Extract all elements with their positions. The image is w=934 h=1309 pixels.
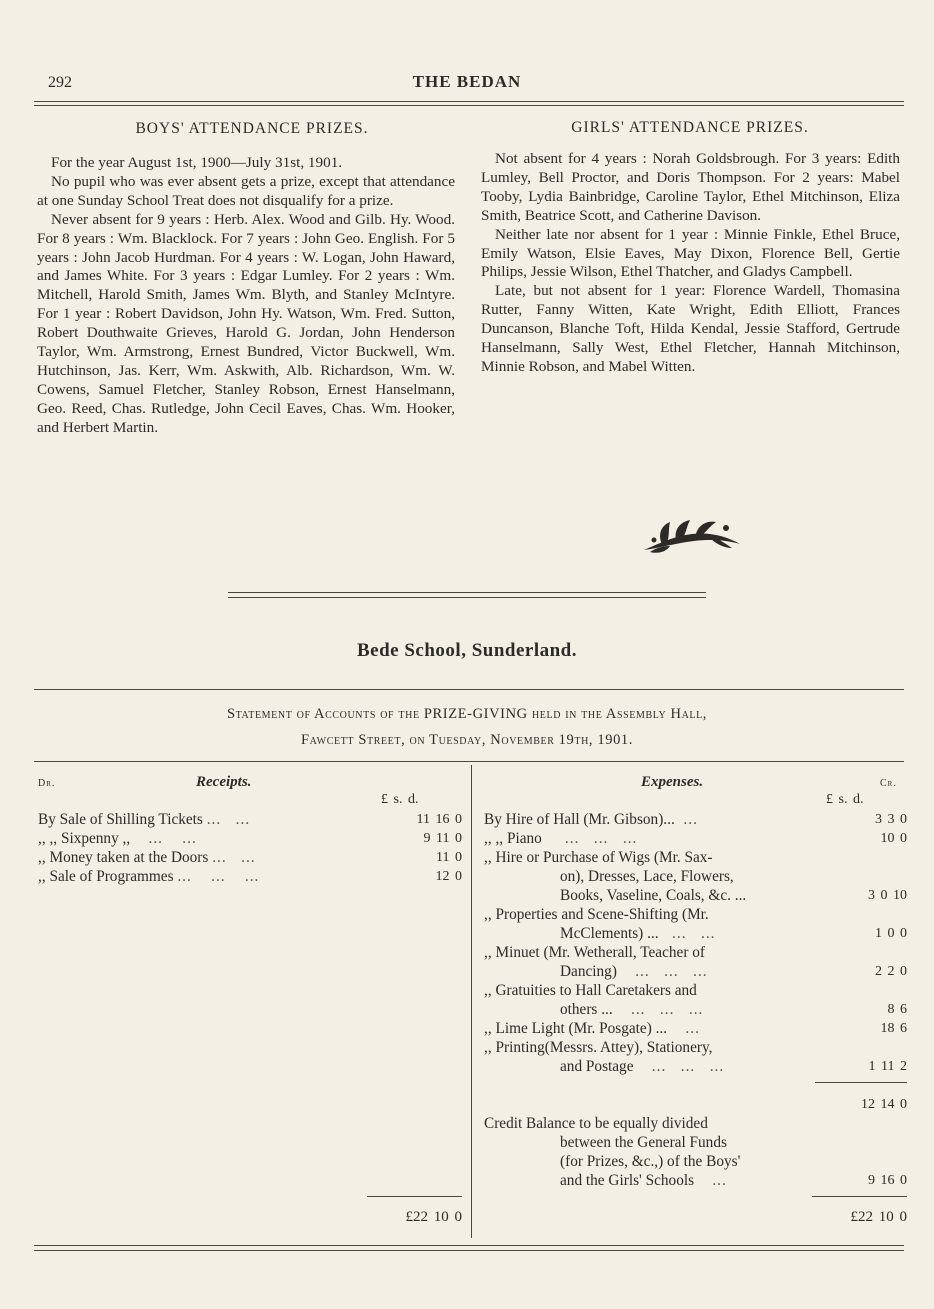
receipt-label: By Sale of Shilling Tickets (38, 811, 203, 828)
page-number: 292 (48, 74, 72, 91)
expenses-heading: Expenses. (641, 774, 704, 790)
girls-heading: GIRLS' ATTENDANCE PRIZES. (571, 119, 809, 136)
expense-text: ,, ,, Piano (484, 830, 542, 847)
expense-line: and Postage ... ... ... (560, 1058, 725, 1075)
leaf-ornament-icon (640, 514, 744, 556)
receipts-total: £22 10 0 (405, 1209, 462, 1225)
expense-amount: 8 6 (887, 1002, 907, 1017)
receipt-line: By Sale of Shilling Tickets ... ... (38, 811, 251, 828)
receipt-line: ,, ,, Sixpenny ,, ... ... (38, 830, 197, 847)
boys-paragraph-1: For the year August 1st, 1900—July 31st, 1901. (51, 154, 343, 171)
section-rule-bottom (228, 597, 706, 598)
expense-amount: 3 3 0 (875, 812, 907, 827)
balance-line: between the General Funds (560, 1134, 727, 1151)
balance-text: and the Girls' Schools (560, 1172, 695, 1189)
expense-text: and Postage (560, 1058, 634, 1075)
balance-line: Credit Balance to be equally divided (484, 1115, 708, 1132)
receipt-label: ,, Sale of Programmes (38, 868, 174, 885)
boys-paragraph-2: No pupil who was ever absent gets a prize, except that attendance at one Sunday School Treat does not disqualify for a prize. (37, 172, 455, 209)
section-rule-top (228, 592, 706, 593)
expense-amount: 18 6 (880, 1021, 907, 1036)
balance-line: and the Girls' Schools ... (560, 1172, 727, 1189)
expense-line: others ... ... ... ... (560, 1001, 704, 1018)
boys-heading: BOYS' ATTENDANCE PRIZES. (135, 120, 369, 137)
expense-line: ,, Hire or Purchase of Wigs (Mr. Sax- (484, 849, 713, 866)
expense-text: By Hire of Hall (Mr. Gibson)... (484, 811, 675, 828)
dr-label: Dr. (38, 778, 56, 789)
expense-text: McClements) ... (560, 925, 659, 942)
footer-rule-top (34, 1245, 904, 1246)
expense-amount: 1 11 2 (868, 1059, 907, 1074)
expense-line: ,, Properties and Scene-Shifting (Mr. (484, 906, 709, 923)
expense-text: ,, Lime Light (Mr. Posgate) ... (484, 1020, 668, 1037)
receipt-line: ,, Sale of Programmes ... ... ... (38, 868, 260, 885)
expenses-subtotal-rule (815, 1082, 907, 1083)
expense-line: ,, Printing(Messrs. Attey), Stationery, (484, 1039, 713, 1056)
expense-line: By Hire of Hall (Mr. Gibson)... ... (484, 811, 698, 828)
school-title: Bede School, Sunderland. (357, 640, 577, 661)
girls-paragraph-1: Not absent for 4 years : Norah Goldsbrough. For 3 years: Edith Lumley, Bell Proctor, and Doris Thompson. For 2 years: Mabel Tooby, Lydia Bainbridge, Caroline Taylor, Ethel Mitchinson, Eliza Smith, Beatrice Scott, and Catherine Davison. (481, 150, 900, 224)
footer-rule-bottom (34, 1250, 904, 1251)
expense-line: ,, Gratuities to Hall Caretakers and (484, 982, 697, 999)
expense-text: others ... (560, 1001, 613, 1018)
receipt-amount: 11 16 0 (416, 812, 462, 827)
receipt-amount: 12 0 (435, 869, 462, 884)
expense-line: on), Dresses, Lace, Flowers, (560, 868, 734, 885)
expense-line: Books, Vaseline, Coals, &c. ... (560, 887, 747, 904)
receipts-heading: Receipts. (196, 774, 252, 790)
balance-amount: 9 16 0 (868, 1173, 907, 1188)
expenses-currency-header: £ s. d. (826, 792, 864, 807)
girls-text (481, 150, 900, 377)
receipt-label: ,, Money taken at the Doors (38, 849, 209, 866)
receipts-total-rule (367, 1196, 462, 1197)
girls-paragraph-2: Neither late nor absent for 1 year : Minnie Finkle, Ethel Bruce, Emily Watson, Elsie Eaves, May Dixon, Florence Bell, Gertie Philips, Jessie Wilson, Ethel Thatcher, and Gladys Campbell. (481, 225, 900, 281)
girls-paragraph-3: Late, but not absent for 1 year: Florence Wardell, Thomasina Rutter, Fanny Witten, Kate Wright, Edith Elliott, Frances Duncanson, Blanche Toft, Hilda Kendal, Jessie Stafford, Gertrude Hanselmann, Sally West, Ethel Fletcher, Hannah Mitchinson, Minnie Robson, and Mabel Witten. (481, 282, 900, 375)
accounts-rule-top (34, 761, 904, 762)
expense-text: Dancing) (560, 963, 617, 980)
expense-line: McClements) ... ... ... (560, 925, 716, 942)
expenses-total-rule (812, 1196, 907, 1197)
accounts-divider (471, 765, 472, 1238)
expense-line: ,, Minuet (Mr. Wetherall, Teacher of (484, 944, 705, 961)
expense-amount: 10 0 (880, 831, 907, 846)
statement-rule (34, 689, 904, 690)
expenses-subtotal: 12 14 0 (861, 1097, 907, 1112)
running-title: THE BEDAN (412, 72, 522, 91)
receipt-amount: 11 0 (436, 850, 462, 865)
expense-line: Dancing) ... ... ... (560, 963, 708, 980)
expense-amount: 2 2 0 (875, 964, 907, 979)
receipt-amount: 9 11 0 (423, 831, 462, 846)
receipts-currency-header: £ s. d. (381, 792, 419, 807)
boys-paragraph-3: Never absent for 9 years : Herb. Alex. Wood and Gilb. Hy. Wood. For 8 years : Wm. Blacklock. For 7 years : John Geo. English. For 5 years : John Jacob Hurdman. For 4 years : W. Logan, John Haward, and James White. For 3 years : Edgar Lumley. For 2 years : Wm. Mitchell, Harold Smith, James Wm. Blyth, and Stanley McIntyre. For 1 year : Robert Davidson, John Hy. Watson, Wm. Fred. Sutton, Robert Douthwaite Grieves, Harold G. Jordan, John Henderson Taylor, Wm. Armstrong, Ernest Bundred, Victor Buckwell, Wm. Hutchinson, Jas. Kerr, Wm. Askwith, Alb. Richardson, Wm. W. Cowens, Samuel Fletcher, Stanley Robson, Ernest Hanselmann, Geo. Reed, Chas. Rutledge, John Cecil Eaves, Chas. Wm. Hooker, and Herbert Martin. (37, 210, 455, 436)
expense-amount: 3 0 10 (868, 888, 907, 903)
header-rule-bottom (34, 105, 904, 106)
cr-label: Cr. (880, 778, 897, 789)
expenses-total: £22 10 0 (850, 1209, 907, 1225)
statement-line-2: Fawcett Street, on Tuesday, November 19th, 1901. (300, 732, 633, 748)
boys-text (37, 154, 455, 438)
header-rule-top (34, 101, 904, 102)
expense-line: ,, Lime Light (Mr. Posgate) ... ... (484, 1020, 700, 1037)
statement-line-1: Statement of Accounts of the PRIZE-GIVING held in the Assembly Hall, (226, 706, 708, 722)
balance-line: (for Prizes, &c.,) of the Boys' (560, 1153, 741, 1170)
expense-line: ,, ,, Piano ... ... ... (484, 830, 638, 847)
receipt-label: ,, ,, Sixpenny ,, (38, 830, 131, 847)
receipt-line: ,, Money taken at the Doors ... ... (38, 849, 256, 866)
expense-amount: 1 0 0 (875, 926, 907, 941)
